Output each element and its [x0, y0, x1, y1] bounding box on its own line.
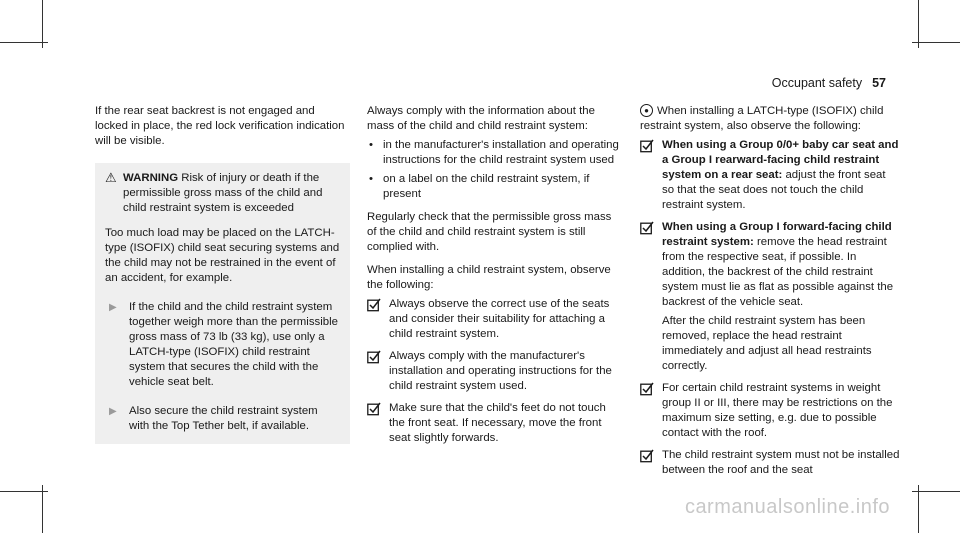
column-1: [95, 104, 350, 444]
checkbox-icon: [640, 138, 662, 213]
watermark: carmanualsonline.info: [684, 496, 890, 518]
warning-text: Risk of injury or death if the permissible gross mass of the child and child restraint system is exceeded: [123, 172, 323, 214]
column-3: [640, 104, 900, 485]
warning-title: WARNING: [123, 172, 179, 184]
checklist-paragraph: After the child restraint system has been removed, replace the head restraint immediately and adjust all head restraints correctly.: [662, 315, 872, 372]
checkbox-icon: [640, 220, 662, 374]
bullet-list: [367, 138, 622, 202]
paragraph: [640, 104, 900, 134]
checklist-text: Make sure that the child's feet do not touch the front seat. If necessary, move the front seat slightly forwards.: [389, 402, 606, 444]
warning-item: [105, 404, 340, 434]
warning-heading: [105, 171, 340, 216]
warning-item-text: If the child and the child restraint system together weigh more than the permissible gross mass of 73 lb (33 kg), use only a LATCH-type (ISOFIX) child restraint system that secures the child with the vehicle seat belt.: [129, 301, 338, 388]
checklist-item: [640, 448, 900, 478]
checklist-text: For certain child restraint systems in weight group II or III, there may be restrictions on the maximum size setting, e.g. due to possible contact with the roof.: [662, 382, 893, 439]
bullet-icon: •: [369, 173, 373, 185]
list-item: [367, 138, 622, 168]
crop-mark: [42, 485, 43, 533]
list-item: [367, 172, 622, 202]
checklist-item: [640, 220, 900, 374]
arrow-right-icon: ▶: [109, 302, 117, 313]
warning-body: Too much load may be placed on the LATCH-type (ISOFIX) child seat securing systems and the child may not be restrained in the event of an accident, for example.: [105, 227, 340, 284]
section-title: Occupant safety: [771, 76, 863, 90]
checklist-text: [662, 220, 900, 374]
crop-mark: [0, 42, 48, 43]
page-number: 57: [872, 76, 886, 90]
column-2: [367, 104, 622, 453]
list-item-text: in the manufacturer's installation and operating instructions for the child restraint system used: [383, 139, 619, 166]
list-item-text: on a label on the child restraint system, if present: [383, 173, 590, 200]
intro-paragraph: If the rear seat backrest is not engaged and locked in place, the red lock verification indication will be visible.: [95, 105, 345, 147]
checkbox-icon: [367, 349, 389, 394]
crop-mark: [918, 0, 919, 48]
checkbox-icon: [640, 381, 662, 441]
paragraph: When installing a child restraint system, observe the following:: [367, 264, 611, 291]
isofix-icon: ●: [640, 104, 653, 117]
checklist-text: The child restraint system must not be installed between the roof and the seat: [662, 449, 900, 476]
checklist-text: Always observe the correct use of the seats and consider their suitability for attaching a child restraint system.: [389, 298, 610, 340]
checklist-item: [367, 401, 622, 446]
crop-mark: [0, 491, 48, 492]
bullet-icon: •: [369, 139, 373, 151]
warning-box: [95, 163, 350, 444]
warning-triangle-icon: ⚠: [105, 170, 117, 185]
crop-mark: [912, 42, 960, 43]
page-header: [772, 76, 886, 90]
checklist-text: Always comply with the manufacturer's installation and operating instructions for the child restraint system used.: [389, 350, 612, 392]
checklist-bold: When using a Group 0/0+ baby car seat and a Group I rearward-facing child restraint system on a rear seat:: [662, 139, 899, 181]
checklist-rest: remove the head restraint from the respective seat, if possible. In addition, the backrest of the child restraint system must lie as flat as possible against the backrest of the vehicle seat.: [662, 236, 894, 308]
checklist-rest: adjust the front seat so that the seat does not touch the child restraint system.: [662, 169, 886, 211]
arrow-right-icon: ▶: [109, 406, 117, 417]
checklist-bold: When using a Group I forward-facing child restraint system:: [662, 221, 892, 248]
paragraph: Regularly check that the permissible gross mass of the child and child restraint system is still complied with.: [367, 211, 612, 253]
crop-mark: [918, 485, 919, 533]
checklist-item: [640, 138, 900, 213]
checkbox-icon: [367, 297, 389, 342]
checklist-item: [367, 297, 622, 342]
warning-heading-text: [123, 171, 340, 216]
checkbox-icon: [640, 448, 662, 478]
checklist-item: [367, 349, 622, 394]
checklist-item: [640, 381, 900, 441]
warning-item: [105, 300, 340, 390]
checklist-text: [662, 138, 900, 213]
paragraph: Always comply with the information about the mass of the child and child restraint system:: [367, 105, 595, 132]
warning-item-text: Also secure the child restraint system with the Top Tether belt, if available.: [129, 405, 318, 432]
crop-mark: [912, 491, 960, 492]
isofix-intro-text: When installing a LATCH-type (ISOFIX) child restraint system, also observe the following:: [640, 105, 884, 132]
checkbox-icon: [367, 401, 389, 446]
crop-mark: [42, 0, 43, 48]
